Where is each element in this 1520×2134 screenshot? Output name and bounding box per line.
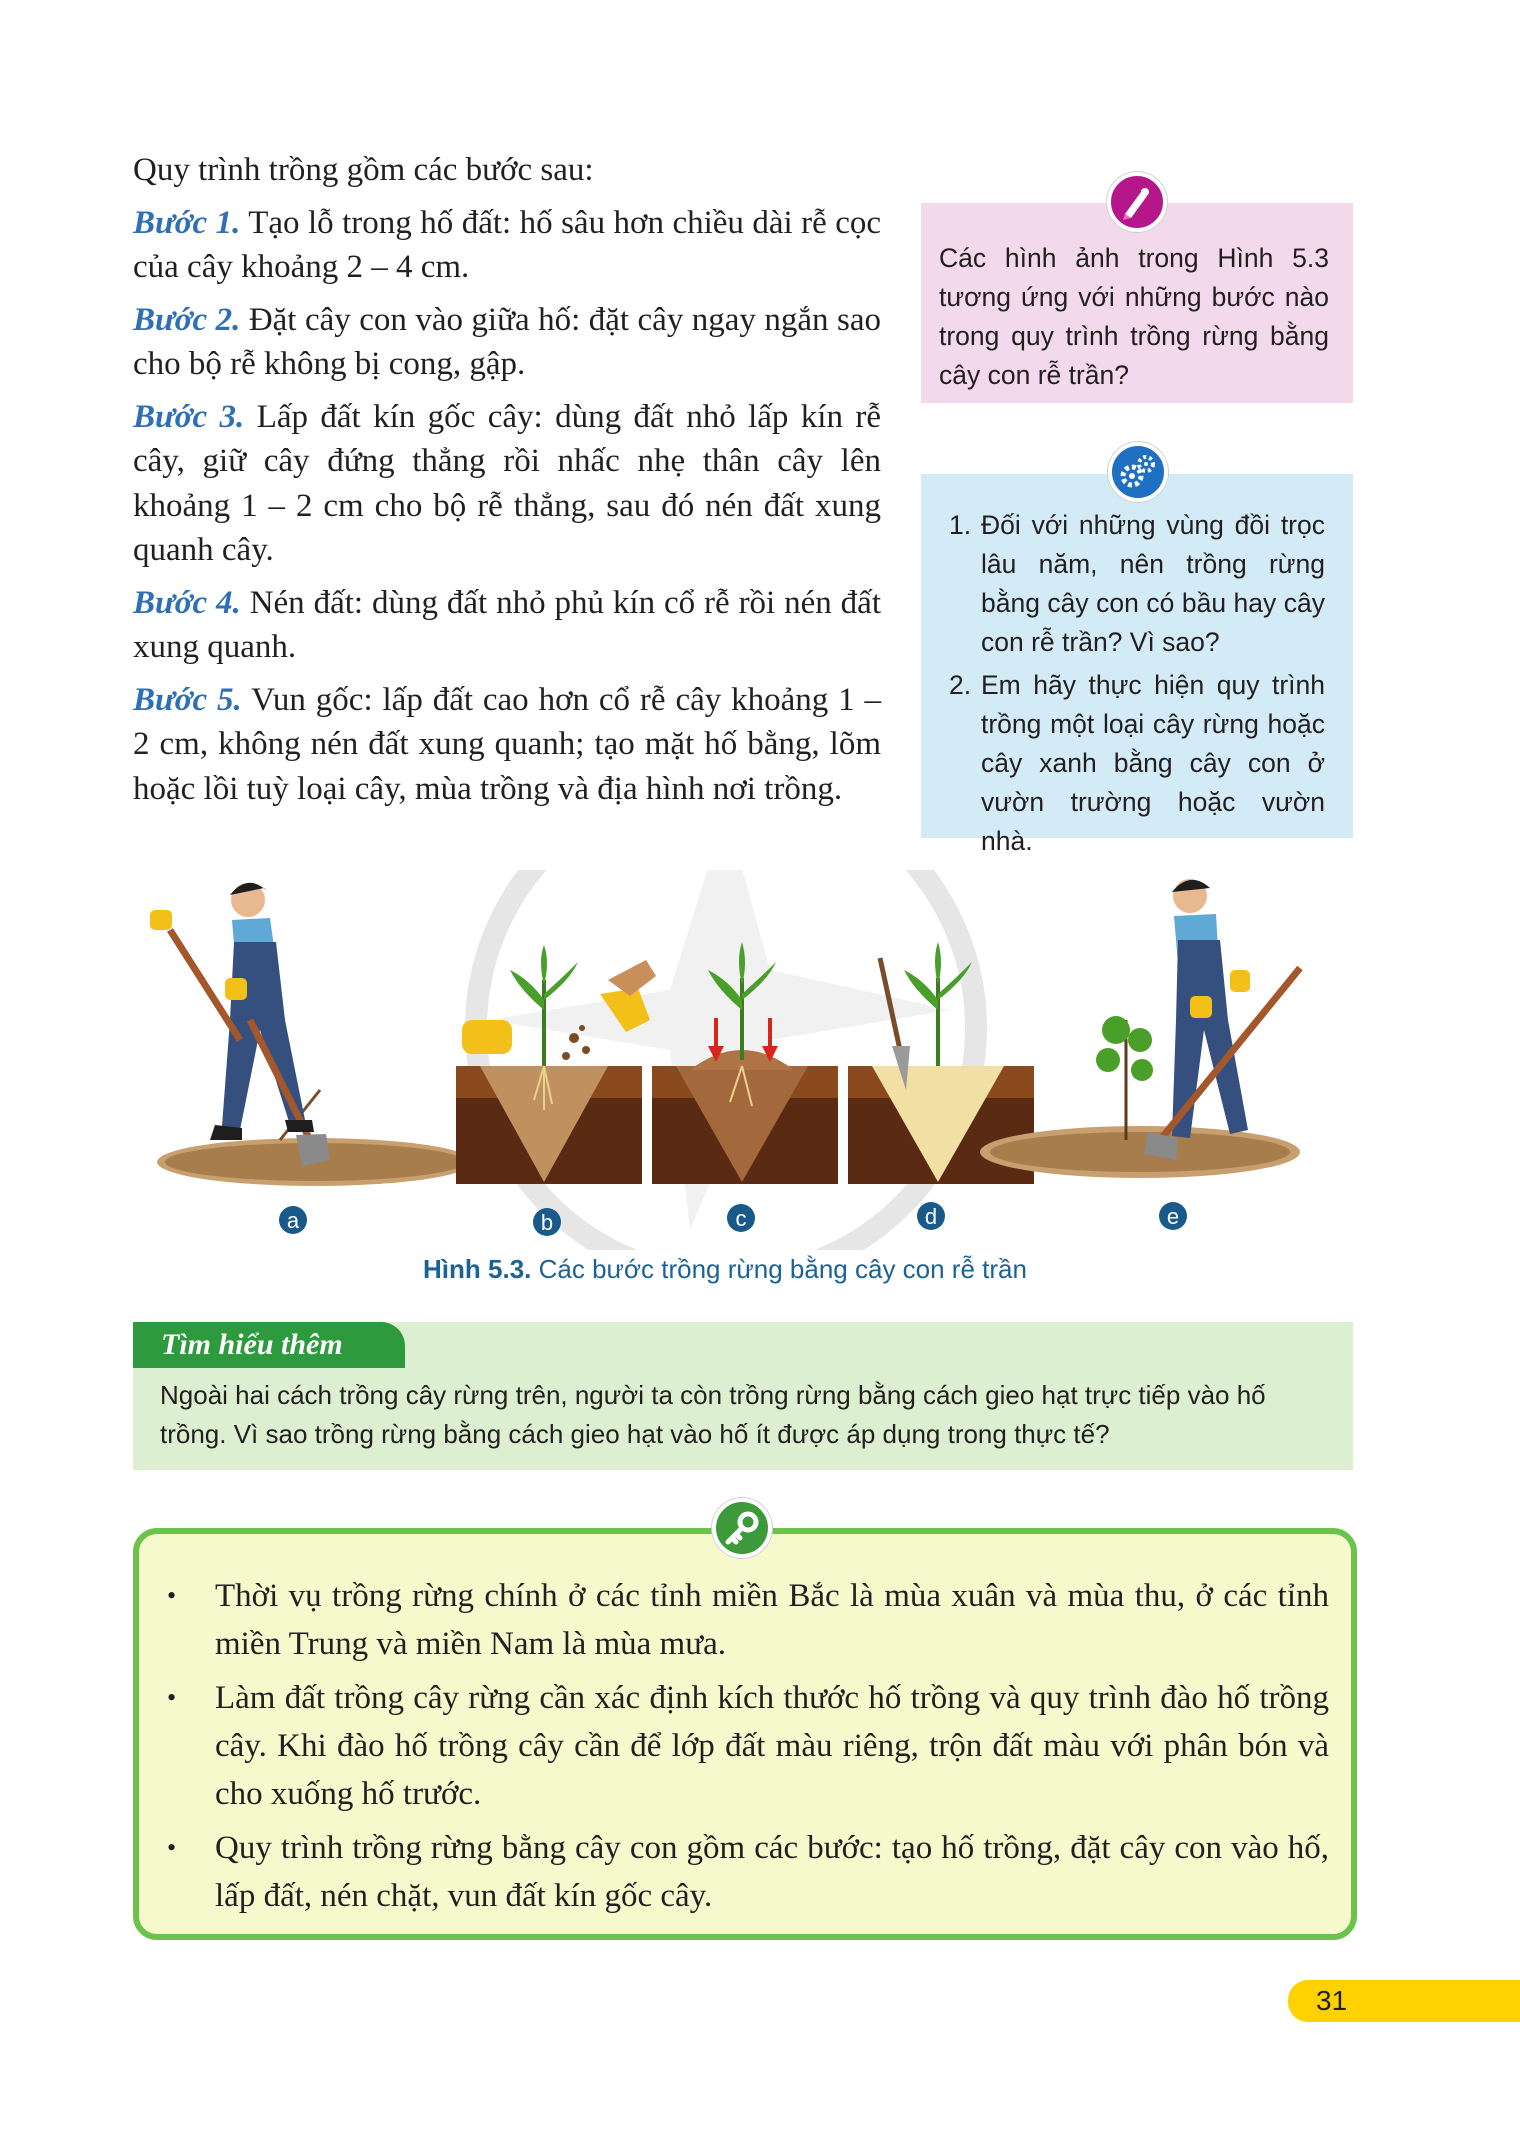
practice-item [943, 506, 1325, 662]
step-text: Đặt cây con vào giữa hố: đặt cây ngay ngắn sao cho bộ rễ không bị cong, gập. [133, 301, 881, 382]
step-text: Vun gốc: lấp đất cao hơn cổ rễ cây khoảng 1 – 2 cm, không nén đất xung quanh; tạo mặt hố bằng, lõm hoặc lồi tuỳ loại cây, mùa trồng và địa hình nơi trồng. [133, 681, 882, 807]
scene-a [150, 883, 473, 1186]
pen-icon [1107, 172, 1167, 232]
step-text: Lấp đất kín gốc cây: dùng đất nhỏ lấp kín rễ cây, giữ cây đứng thẳng rồi nhấc nhẹ thân cây lên khoảng 1 – 2 cm cho bộ rễ thẳng, sau đó nén đất xung quanh cây. [133, 398, 882, 568]
practice-num: 2. [949, 670, 972, 700]
practice-text: Em hãy thực hiện quy trình trồng một loại cây rừng hoặc cây xanh bằng cây con ở vườn trường hoặc vườn nhà. [981, 670, 1325, 856]
question-text: Các hình ảnh trong Hình 5.3 tương ứng với những bước nào trong quy trình trồng rừng bằng cây con rễ trần? [939, 243, 1329, 390]
step-label: Bước 2. [133, 301, 241, 338]
figure-caption [0, 1254, 1450, 1285]
figure-caption-num: Hình 5.3. [423, 1254, 532, 1284]
practice-list [943, 506, 1325, 861]
label-b: b [540, 1210, 554, 1235]
find-out-more-text: Ngoài hai cách trồng cây rừng trên, người ta còn trồng rừng bằng cách gieo hạt trực tiếp vào hố trồng. Vì sao trồng rừng bằng cách gieo hạt vào hố ít được áp dụng trong thực tế? [160, 1380, 1266, 1449]
question-box [921, 203, 1353, 403]
summary-box [133, 1528, 1357, 1940]
page-number: 31 [1288, 1980, 1520, 2022]
label-a: a [286, 1208, 300, 1233]
procedure-text [133, 148, 881, 819]
step-4 [133, 581, 881, 670]
summary-item: • Quy trình trồng rừng bằng cây con gồm các bước: tạo hố trồng, đặt cây con vào hố, lấp đất, nén chặt, vun đất kín gốc cây. [163, 1824, 1329, 1920]
figure-caption-text: Các bước trồng rừng bằng cây con rễ trần [538, 1254, 1027, 1284]
summary-item: • Thời vụ trồng rừng chính ở các tỉnh miền Bắc là mùa xuân và mùa thu, ở các tỉnh miền Trung và miền Nam là mùa mưa. [163, 1572, 1329, 1668]
label-c: c [735, 1206, 747, 1231]
find-out-more-title: Tìm hiểu thêm [133, 1322, 405, 1368]
intro-line: Quy trình trồng gồm các bước sau: [133, 152, 594, 188]
gear-icon [1108, 442, 1168, 502]
label-e: e [1166, 1204, 1180, 1229]
planting-steps-illustration [130, 870, 1358, 1250]
step-label: Bước 3. [133, 398, 245, 435]
step-text: Tạo lỗ trong hố đất: hố sâu hơn chiều dài rễ cọc của cây khoảng 2 – 4 cm. [133, 204, 882, 285]
step-1 [133, 201, 881, 290]
summary-item: • Làm đất trồng cây rừng cần xác định kích thước hố trồng và quy trình đào hố trồng cây. Khi đào hố trồng cây cần để lớp đất màu riêng, trộn đất màu với phân bón và cho xuống hố trước. [163, 1674, 1329, 1818]
step-text: Nén đất: dùng đất nhỏ phủ kín cổ rễ rồi nén đất xung quanh. [133, 584, 881, 665]
step-label: Bước 1. [133, 204, 241, 241]
practice-text: Đối với những vùng đồi trọc lâu năm, nên trồng rừng bằng cây con có bầu hay cây con rễ trần? Vì sao? [981, 510, 1325, 657]
key-icon [712, 1498, 772, 1558]
step-2 [133, 298, 881, 387]
step-label: Bước 4. [133, 584, 241, 621]
practice-box [921, 474, 1353, 856]
label-d: d [924, 1204, 938, 1229]
step-5 [133, 678, 881, 812]
summary-list [139, 1534, 1351, 1920]
step-label: Bước 5. [133, 681, 242, 718]
step-3 [133, 395, 881, 573]
practice-item [943, 666, 1325, 861]
practice-num: 1. [949, 510, 972, 540]
